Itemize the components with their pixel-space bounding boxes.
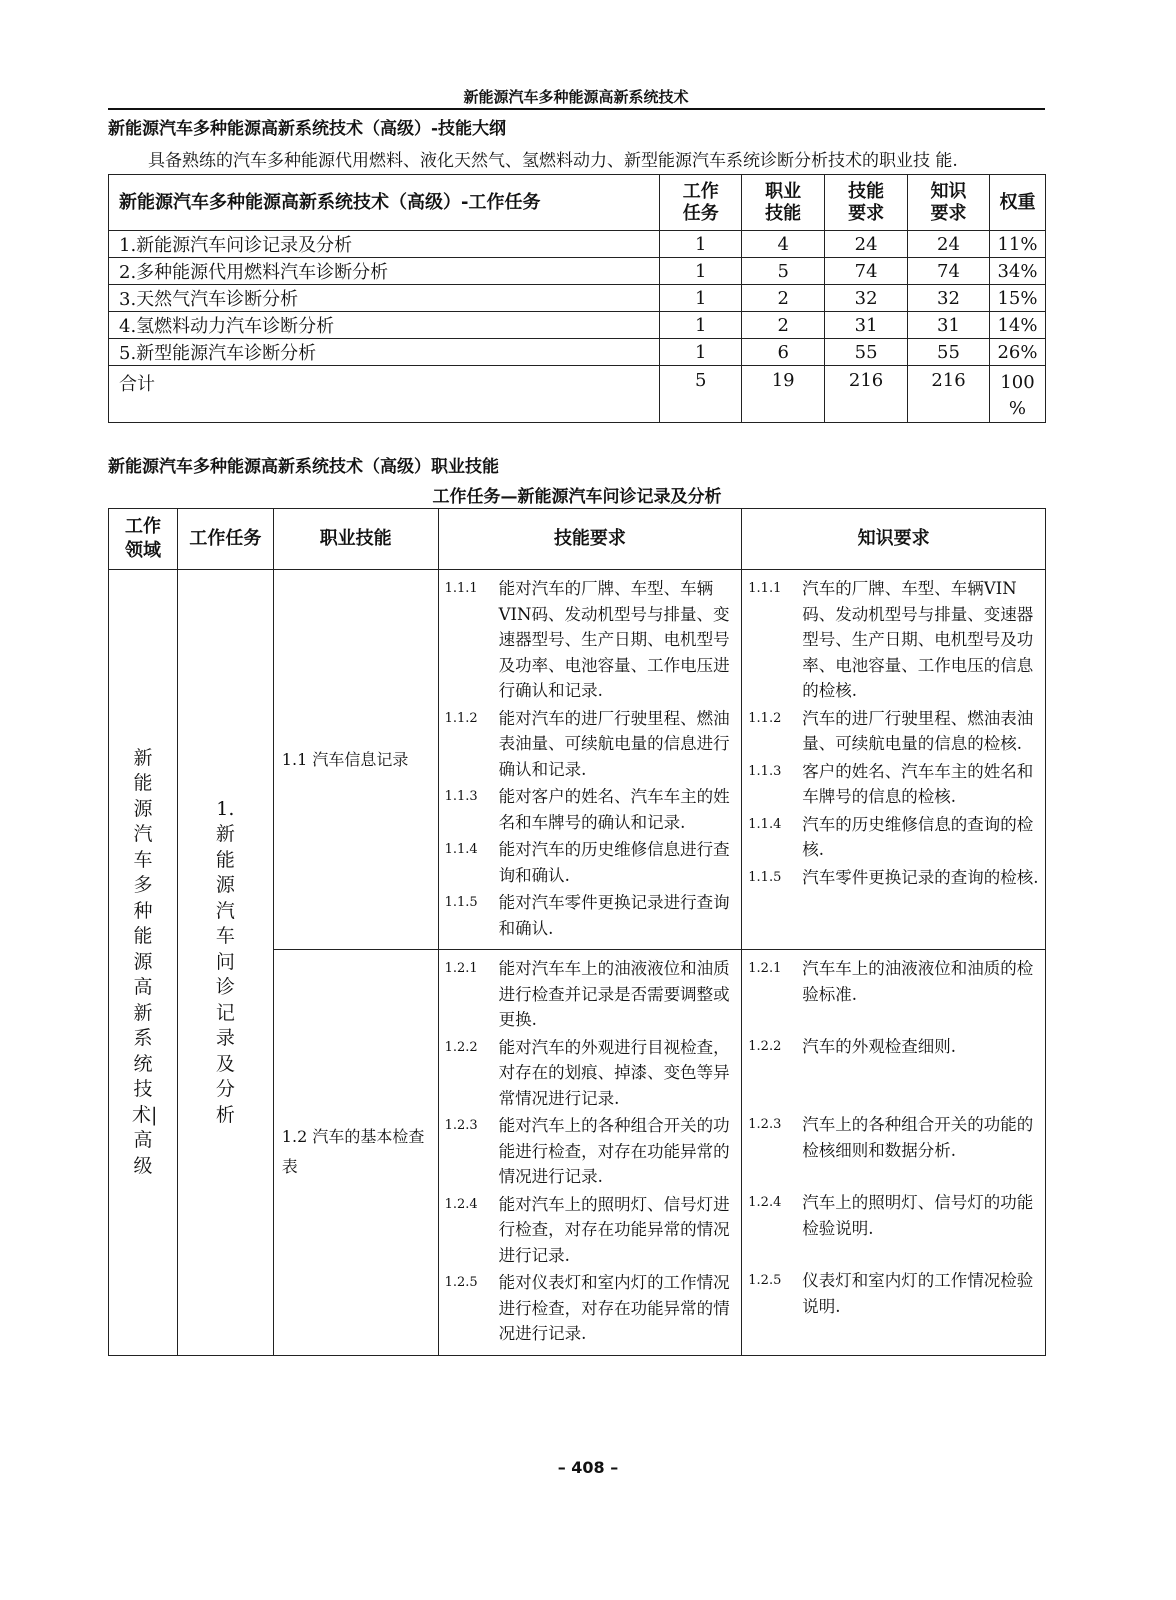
skill-cell: [273, 570, 438, 950]
total-skill: 19: [742, 366, 825, 423]
page-number: – 408 –: [557, 1458, 619, 1477]
item-text: 能对汽车零件更换记录进行查询和确认.: [498, 893, 730, 938]
knowledge-req-count: 24: [908, 231, 990, 258]
task-name: 4.氢燃料动力汽车诊断分析: [109, 312, 660, 339]
intro-paragraph: 具备熟练的汽车多种能源代用燃料、液化天然气、氢燃料动力、新型能源汽车系统诊断分析技术的职业技 能.: [148, 151, 958, 171]
work-task-count: 1: [660, 312, 742, 339]
list-item: [748, 759, 1041, 810]
item-code: 1.2.1: [748, 961, 782, 976]
list-item: [445, 576, 738, 704]
list-item: [748, 1268, 1041, 1319]
header-task: 工作任务: [177, 509, 273, 570]
work-task-count: 1: [660, 339, 742, 366]
skill-req-cell: [438, 950, 742, 1356]
section-title-skills: 新能源汽车多种能源高新系统技术（高级）职业技能: [108, 457, 499, 477]
item-text: 能对汽车的外观进行目视检查，对存在的划痕、掉漆、变色等异常情况进行记录.: [498, 1037, 730, 1108]
item-code: 1.1.4: [748, 816, 782, 832]
header-skill: 职业技能: [273, 509, 438, 570]
item-code: 1.1.2: [444, 710, 478, 726]
table-row: [109, 312, 1046, 339]
detail-header-row: [109, 509, 1046, 570]
skill-count: 2: [742, 312, 825, 339]
item-code: 1.1.5: [444, 895, 478, 910]
item-text: 仪表灯和室内灯的工作情况检验说明.: [802, 1271, 1034, 1316]
task-name: 3.天然气汽车诊断分析: [109, 285, 660, 312]
item-code: 1.2.2: [444, 1039, 478, 1055]
knowledge-req-cell: [742, 950, 1046, 1356]
skill-req-count: 55: [825, 339, 908, 366]
work-task-count: 1: [660, 285, 742, 312]
item-text: 汽车的进厂行驶里程、燃油表油量、可续航电量的信息的检核.: [802, 708, 1034, 753]
header-rule: [108, 108, 1045, 110]
task-name: 1.新能源汽车问诊记录及分析: [109, 231, 660, 258]
total-work-task: 5: [660, 366, 742, 423]
summary-table: [108, 174, 1046, 423]
weight-value: 11%: [989, 231, 1045, 258]
item-text: 能对汽车上的照明灯、信号灯进行检查，对存在功能异常的情况进行记录.: [498, 1194, 730, 1265]
task-subtitle: 工作任务—新能源汽车问诊记录及分析: [432, 487, 722, 507]
table-row: [109, 339, 1046, 366]
knowledge-req-count: 32: [908, 285, 990, 312]
header-knowledge-req: 知识要求: [742, 509, 1046, 570]
header-work-task: 工作 任务: [660, 175, 742, 231]
work-task-count: 1: [660, 231, 742, 258]
list-item: [445, 1035, 738, 1112]
list-item: [445, 1192, 738, 1269]
item-code: 1.2.5: [444, 1275, 478, 1290]
header-domain: 工作 领域: [109, 509, 178, 570]
item-text: 汽车的历史维修信息的查询的检核.: [802, 814, 1034, 859]
table-row: [109, 285, 1046, 312]
list-item: [748, 865, 1041, 891]
header-skill: 职业 技能: [742, 175, 825, 231]
list-item: [445, 956, 738, 1033]
skill-req-cell: [438, 570, 742, 950]
list-item: [445, 837, 738, 888]
item-text: 能对客户的姓名、汽车车主的姓名和车牌号的确认和记录.: [498, 787, 730, 832]
item-code: 1.2.4: [748, 1195, 782, 1210]
skill-req-count: 24: [825, 231, 908, 258]
item-text: 能对汽车的厂牌、车型、车辆VIN码、发动机型号与排量、变速器型号、生产日期、电机型号及功率、电池容量、工作电压进行确认和记录.: [498, 579, 730, 700]
item-code: 1.2.5: [748, 1273, 782, 1288]
total-row: [109, 366, 1046, 423]
item-code: 1.1.1: [444, 581, 478, 596]
header-weight: 权重: [989, 175, 1045, 231]
item-text: 能对汽车的进厂行驶里程、燃油表油量、可续航电量的信息进行确认和记录.: [498, 708, 730, 779]
header-skill-req: 技能 要求: [825, 175, 908, 231]
skill-count: 6: [742, 339, 825, 366]
table-row: [109, 231, 1046, 258]
skill-req-count: 32: [825, 285, 908, 312]
task-cell: [177, 570, 273, 1356]
domain-text: 新能源汽车多种能源高新系统技术|高级: [131, 746, 158, 1177]
item-text: 能对汽车的历史维修信息进行查询和确认.: [498, 840, 730, 885]
item-text: 汽车的外观检查细则.: [802, 1037, 957, 1056]
skill-name: 1.2 汽车的基本检查表: [281, 1127, 425, 1177]
running-header: 新能源汽车多种能源高新系统技术: [463, 88, 689, 106]
item-code: 1.1.3: [748, 763, 782, 779]
domain-cell: [109, 570, 178, 1356]
total-knowledge-req: 216: [908, 366, 990, 423]
item-text: 汽车零件更换记录的查询的检核.: [802, 867, 1039, 887]
list-item: [748, 812, 1041, 863]
table-row: [109, 258, 1046, 285]
skill-cell: [273, 950, 438, 1356]
weight-value: 26%: [989, 339, 1045, 366]
skills-detail-table: [108, 508, 1046, 1356]
item-code: 1.1.5: [748, 869, 782, 885]
header-skill-req: 技能要求: [438, 509, 742, 570]
item-code: 1.1.2: [748, 710, 782, 726]
list-item: [748, 706, 1041, 757]
task-name: 5.新型能源汽车诊断分析: [109, 339, 660, 366]
total-label: 合计: [109, 366, 660, 423]
table-row: [109, 570, 1046, 950]
item-text: 汽车上的各种组合开关的功能的检核细则和数据分析.: [802, 1115, 1034, 1160]
weight-value: 15%: [989, 285, 1045, 312]
item-text: 客户的姓名、汽车车主的姓名和车牌号的信息的检核.: [802, 761, 1034, 806]
list-item: [748, 1190, 1041, 1266]
total-weight: 100 %: [989, 366, 1045, 423]
header-task: 新能源汽车多种能源高新系统技术（高级）-工作任务: [109, 175, 660, 231]
item-code: 1.2.3: [748, 1117, 782, 1132]
skill-count: 2: [742, 285, 825, 312]
item-text: 能对汽车车上的油液液位和油质进行检查并记录是否需要调整或更换.: [498, 959, 730, 1029]
work-task-count: 1: [660, 258, 742, 285]
item-code: 1.2.2: [748, 1039, 782, 1054]
list-item: [445, 1270, 738, 1347]
skill-count: 5: [742, 258, 825, 285]
list-item: [748, 956, 1041, 1032]
weight-value: 14%: [989, 312, 1045, 339]
list-item: [748, 576, 1041, 704]
task-text: 1.新能源汽车问诊记录及分析: [215, 797, 235, 1126]
item-text: 汽车上的照明灯、信号灯的功能检验说明.: [802, 1193, 1034, 1238]
list-item: [748, 1112, 1041, 1188]
item-text: 汽车的厂牌、车型、车辆VIN码、发动机型号与排量、变速器型号、生产日期、电机型号及功率、电池容量、工作电压的信息的检核.: [802, 579, 1034, 700]
knowledge-req-count: 74: [908, 258, 990, 285]
weight-value: 34%: [989, 258, 1045, 285]
section-title-outline: 新能源汽车多种能源高新系统技术（高级）-技能大纲: [108, 119, 507, 139]
task-name: 2.多种能源代用燃料汽车诊断分析: [109, 258, 660, 285]
item-code: 1.2.1: [444, 961, 478, 976]
knowledge-req-count: 31: [908, 312, 990, 339]
knowledge-req-cell: [742, 570, 1046, 950]
list-item: [445, 890, 738, 941]
item-code: 1.2.4: [444, 1196, 478, 1212]
list-item: [445, 1113, 738, 1190]
item-text: 汽车车上的油液液位和油质的检验标准.: [802, 959, 1034, 1004]
knowledge-req-count: 55: [908, 339, 990, 366]
item-code: 1.1.1: [748, 581, 782, 596]
item-code: 1.1.3: [444, 789, 478, 804]
header-knowledge-req: 知识 要求: [908, 175, 990, 231]
skill-req-count: 74: [825, 258, 908, 285]
skill-name: 1.1 汽车信息记录: [281, 749, 409, 769]
item-text: 能对汽车上的各种组合开关的功能进行检查，对存在功能异常的情况进行记录.: [498, 1116, 730, 1186]
skill-req-count: 31: [825, 312, 908, 339]
item-text: 能对仪表灯和室内灯的工作情况进行检查，对存在功能异常的情况进行记录.: [498, 1273, 730, 1343]
item-code: 1.1.4: [444, 842, 478, 857]
item-code: 1.2.3: [444, 1118, 478, 1133]
list-item: [445, 706, 738, 783]
total-skill-req: 216: [825, 366, 908, 423]
summary-header-row: [109, 175, 1046, 231]
list-item: [748, 1034, 1041, 1110]
list-item: [445, 784, 738, 835]
skill-count: 4: [742, 231, 825, 258]
